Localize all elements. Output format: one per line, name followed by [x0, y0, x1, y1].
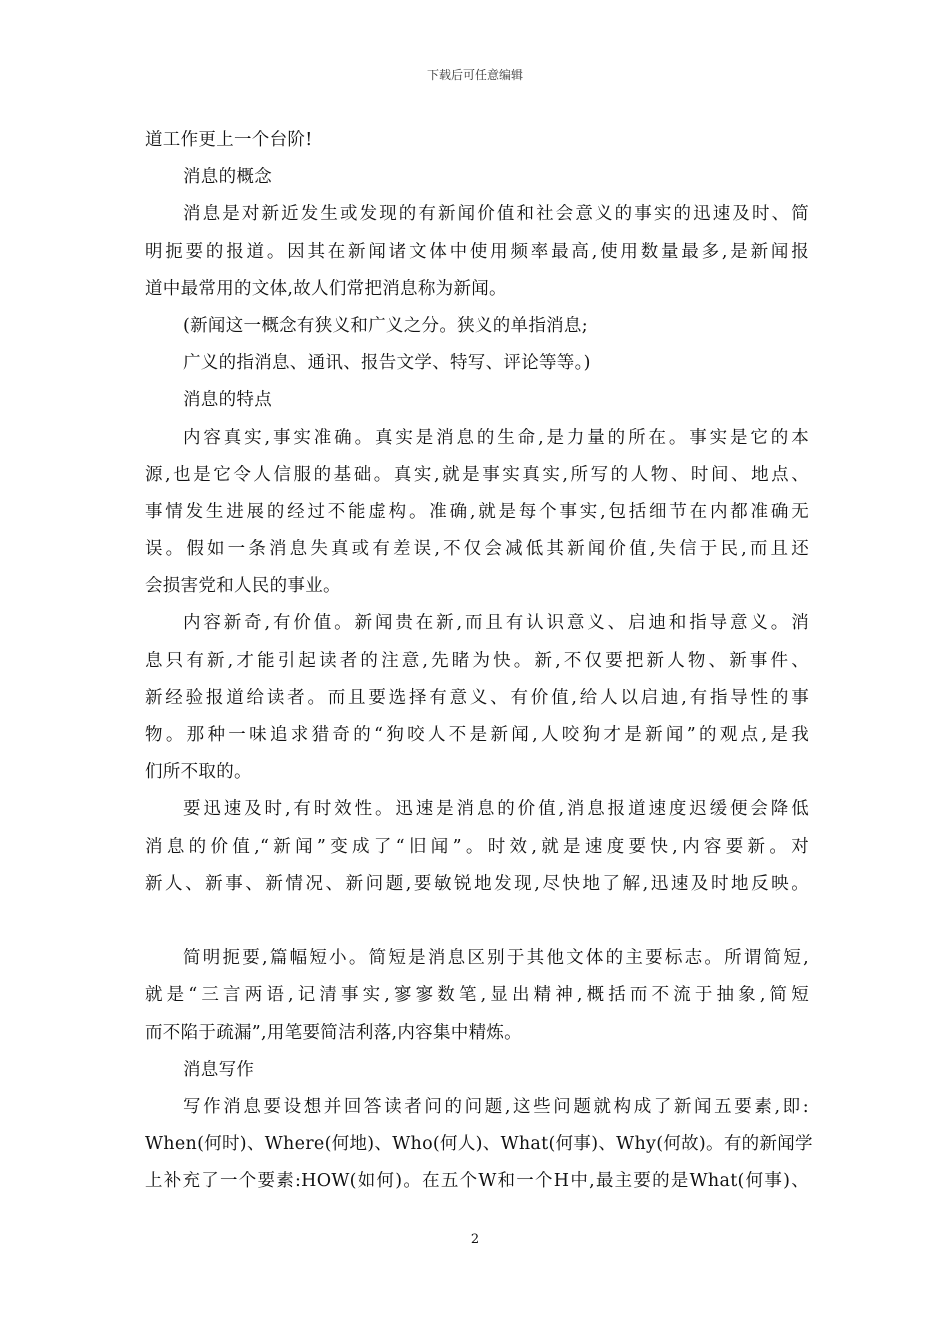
text-line: 消息是对新近发生或发现的有新闻价值和社会意义的事实的迅速及时、简: [183, 204, 809, 225]
text-line: 明扼要的报道。因其在新闻诸文体中使用频率最高,使用数量最多,是新闻报: [145, 241, 809, 262]
text-line: 物。那种一味追求猎奇的“狗咬人不是新闻,人咬狗才是新闻”的观点,是我: [145, 725, 809, 745]
text-line: 道中最常用的文体,故人们常把消息称为新闻。: [145, 278, 507, 299]
text-line: 们所不取的。: [145, 762, 252, 783]
text-line: 新经验报道给读者。而且要选择有意义、有价值,给人以启迪,有指导性的事: [145, 687, 809, 708]
section-heading-features: 消息的特点: [183, 390, 272, 411]
text-line: 事情发生进展的经过不能虚构。准确,就是每个事实,包括细节在内都准确无: [145, 501, 809, 522]
text-line: 会损害党和人民的事业。: [145, 576, 341, 597]
text-line: 道工作更上一个台阶!: [145, 130, 313, 150]
text-line: 内容真实,事实准确。真实是消息的生命,是力量的所在。事实是它的本: [183, 427, 809, 448]
text-line: 息只有新,才能引起读者的注意,先睹为快。新,不仅要把新人物、新事件、: [145, 650, 809, 671]
page-header: 下载后可任意编辑: [426, 68, 523, 82]
text-line: 广义的指消息、通讯、报告文学、特写、评论等等。): [183, 353, 591, 374]
text-line: 上补充了一个要素:HOW(如何)。在五个W和一个H中,最主要的是What(何事)、: [145, 1171, 809, 1192]
text-line: 简明扼要,篇幅短小。简短是消息区别于其他文体的主要标志。所谓简短,: [183, 948, 809, 969]
text-line: 要迅速及时,有时效性。迅速是消息的价值,消息报道速度迟缓便会降低: [183, 799, 809, 820]
text-line: 而不陷于疏漏”,用笔要简洁利落,内容集中精炼。: [145, 1022, 522, 1043]
text-line: When(何时)、Where(何地)、Who(何人)、What(何事)、Why(何故)。有的新闻学: [145, 1134, 813, 1155]
text-line: 源,也是它令人信服的基础。真实,就是事实真实,所写的人物、时间、地点、: [145, 464, 809, 485]
text-line: 就是“三言两语,记清事实,寥寥数笔,显出精神,概括而不流于抽象,简短: [145, 985, 809, 1006]
section-heading-writing: 消息写作: [183, 1059, 255, 1080]
paragraph-gap: [145, 903, 809, 940]
text-line: 内容新奇,有价值。新闻贵在新,而且有认识意义、启迪和指导意义。消: [183, 613, 809, 634]
text-line: (新闻这一概念有狭义和广义之分。狭义的单指消息;: [183, 315, 588, 336]
page-number: 2: [470, 1232, 480, 1247]
text-line: 误。假如一条消息失真或有差误,不仅会减低其新闻价值,失信于民,而且还: [145, 539, 809, 560]
document-body: [145, 122, 813, 1200]
text-line: 消息的价值,“新闻”变成了“旧闻”。时效,就是速度要快,内容要新。对: [145, 836, 809, 857]
text-line: 写作消息要设想并回答读者问的问题,这些问题就构成了新闻五要素,即:: [183, 1096, 809, 1117]
text-line: 新人、新事、新情况、新问题,要敏锐地发现,尽快地了解,迅速及时地反映。: [145, 873, 809, 894]
section-heading-concept: 消息的概念: [183, 167, 272, 188]
